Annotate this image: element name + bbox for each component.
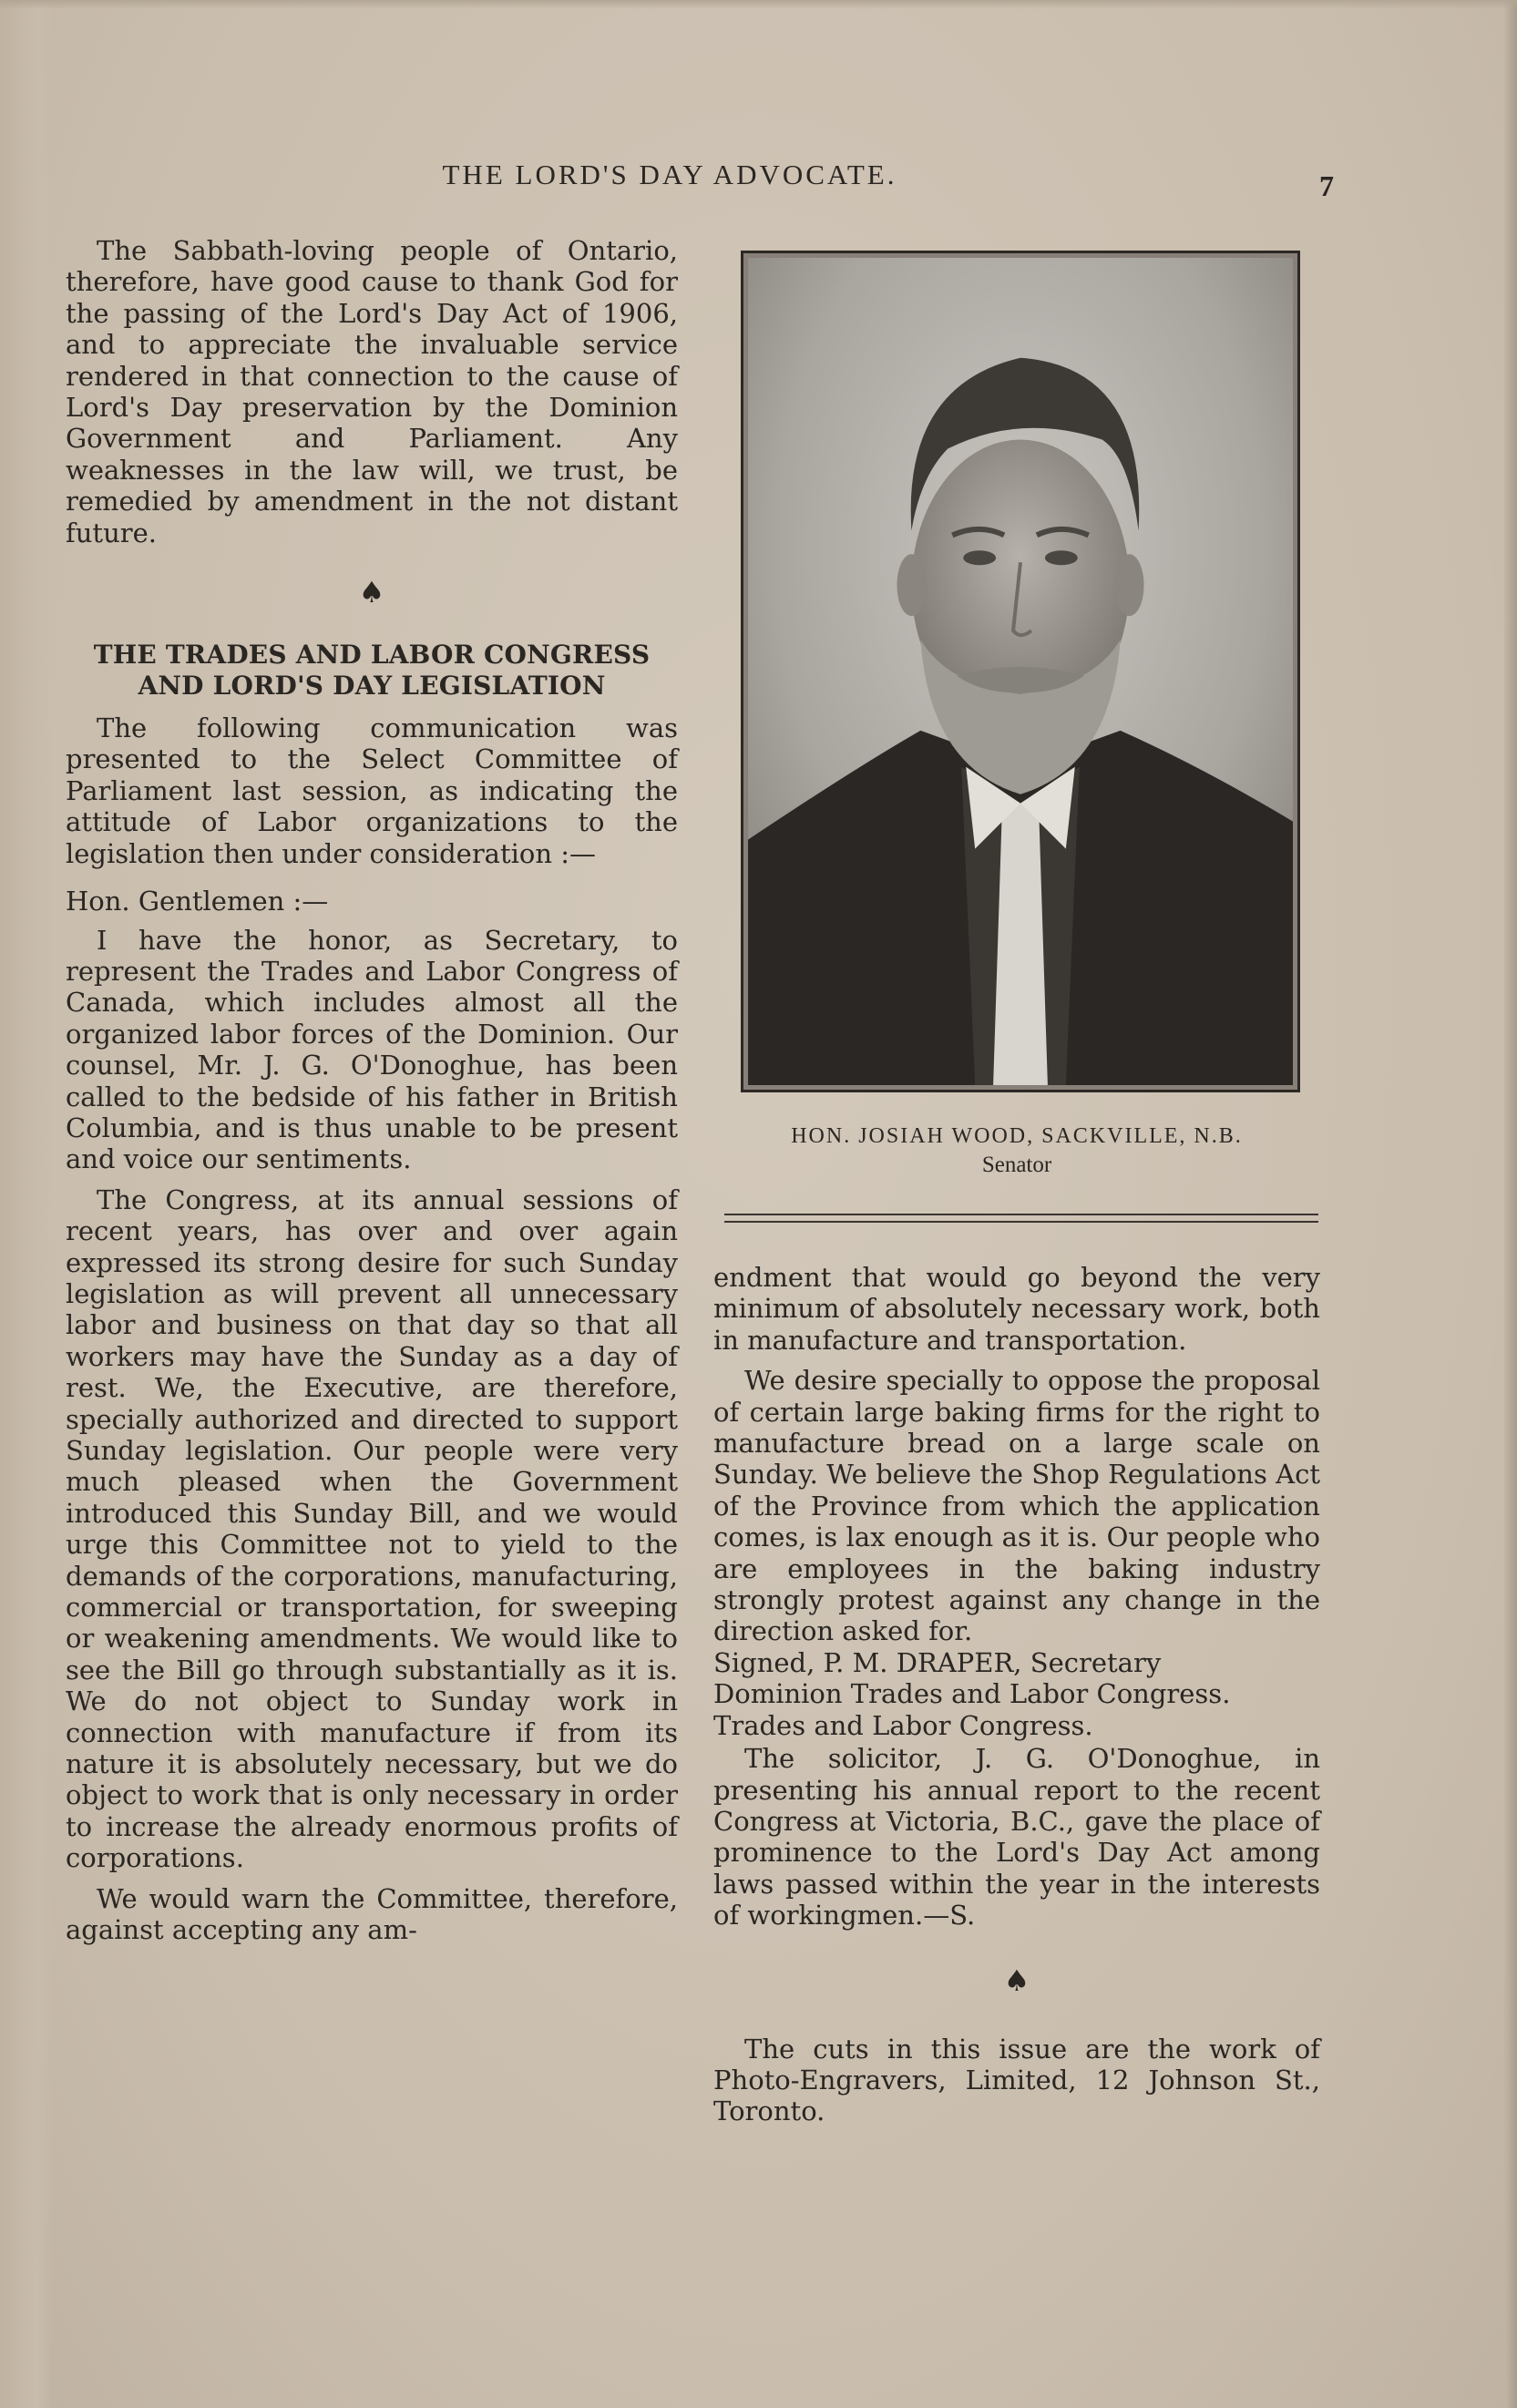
signature-line-3: Trades and Labor Congress.: [713, 1709, 1093, 1741]
portrait-caption-name: HON. JOSIAH WOOD, SACKVILLE, N.B.: [791, 1124, 1243, 1148]
letter-paragraph-1: I have the honor, as Secretary, to represent the Trades and Labor Congress of Canada, which includes almost all the organized labor forces of the Dominion. Our counsel, Mr. J. G. O'Donoghue, has been called to the bedside of his father in British Columbia, and is thus unable to be present and voice our sentiments.: [66, 924, 678, 1175]
spade-ornament-icon: ♠: [1003, 1962, 1030, 1998]
right-paragraph-2: The solicitor, J. G. O'Donoghue, in presenting his annual report to the recent Congress at Victoria, B.C., gave the place of prominence to the Lord's Day Act among laws passed within the year in the interests of workingmen.—S.: [713, 1743, 1320, 1932]
engraving-credits: The cuts in this issue are the work of Photo-Engravers, Limited, 12 Johnson St., Toronto.: [713, 2033, 1320, 2127]
portrait-image: [748, 258, 1293, 1085]
running-title: THE LORD'S DAY ADVOCATE.: [442, 159, 897, 190]
signature-line-1: Signed, P. M. DRAPER, Secretary: [713, 1646, 1162, 1678]
double-rule-top: [724, 1214, 1318, 1215]
left-column: [66, 235, 678, 1946]
portrait-caption-title: Senator: [981, 1153, 1052, 1177]
letter-paragraph-3: We would warn the Committee, therefore, against accepting any am-: [66, 1882, 678, 1946]
article-headline: [66, 640, 678, 702]
letter-paragraph-2: The Congress, at its annual sessions of recent years, has over and over again expressed its strong desire for such Sunday legislation as will prevent all unnecessary labor and business on that day so that all workers may have the Sunday as a day of rest. We, the Executive, are therefore, specially authorized and directed to support Sunday legislation. Our people were very much pleased when the Government introduced this Sunday Bill, and we would urge this Committee not to yield to the demands of the corporations, manufacturing, commercial or transportation, for sweeping or weakening amendments. We would like to see the Bill go through substantially as it is. We do not object to Sunday work in connection with manufacture if from its nature it is absolutely necessary, but we do object to work that is only necessary in order to increase the already enormous profits of corporations.: [66, 1184, 678, 1874]
salutation: Hon. Gentlemen :—: [66, 886, 329, 917]
headline-line-1: THE TRADES AND LABOR CONGRESS: [93, 640, 651, 671]
intro-paragraph: The Sabbath-loving people of Ontario, therefore, have good cause to thank God for the passing of the Lord's Day Act of 1906, and to appreciate the invaluable service rendered in that connection to the cause of Lord's Day preservation by the Dominion Government and Parliament. Any weaknesses in the law will, we trust, be remedied by amendment in the not distant future.: [66, 235, 678, 548]
double-rule-bottom: [724, 1221, 1318, 1223]
page-number: 7: [1319, 169, 1334, 202]
page-edge-shadow-left: [0, 0, 53, 2408]
page-edge-shadow-top: [0, 0, 1517, 9]
headline-line-2: AND LORD'S DAY LEGISLATION: [138, 671, 606, 702]
right-column: [713, 1262, 1320, 2127]
article-intro: The following communication was presented to the Select Committee of Parliament last session, as indicating the attitude of Labor organizations to the legislation then under consideration :—: [66, 712, 678, 869]
portrait-photo: [741, 251, 1300, 1092]
spade-ornament-icon: ♠: [358, 575, 385, 610]
continuation-paragraph: endment that would go beyond the very minimum of absolutely necessary work, both in manufacture and transportation.: [713, 1262, 1320, 1356]
right-paragraph-1: We desire specially to oppose the proposal of certain large baking firms for the right to manufacture bread on a large scale on Sunday. We believe the Shop Regulations Act of the Province from which the application comes, is lax enough as it is. Our people who are employees in the baking industry strongly protest against any change in the direction asked for.: [713, 1365, 1320, 1647]
page-edge-shadow-right: [1504, 0, 1517, 2408]
signature-line-2: Dominion Trades and Labor Congress.: [713, 1678, 1231, 1710]
